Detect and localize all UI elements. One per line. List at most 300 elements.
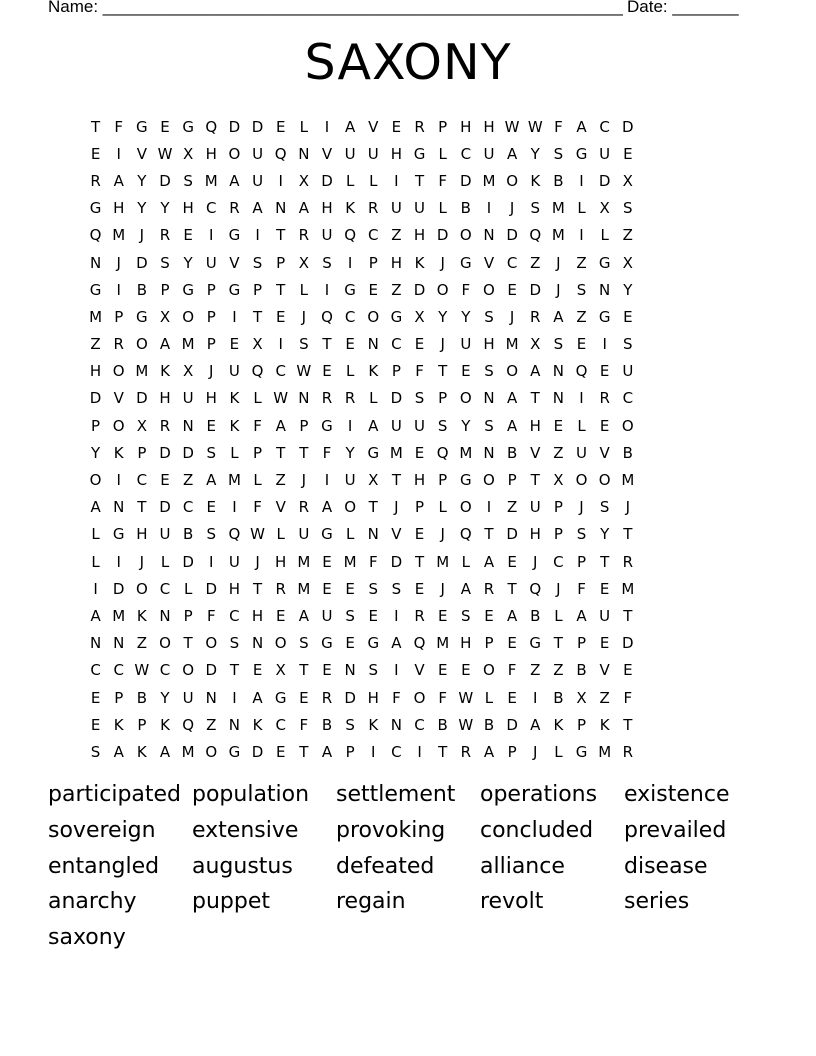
- word-list-item: concluded: [480, 817, 594, 843]
- grid-letter: I: [602, 335, 607, 354]
- grid-row: [84, 521, 732, 548]
- grid-letter: O: [112, 416, 125, 435]
- grid-letter: W: [527, 117, 543, 136]
- grid-letter: U: [159, 525, 171, 544]
- grid-letter: D: [413, 280, 426, 299]
- grid-letter: I: [116, 552, 121, 571]
- grid-letter: G: [460, 253, 472, 272]
- grid-letter: Z: [553, 661, 564, 680]
- word-list-item: sovereign: [48, 817, 156, 843]
- grid-row: [84, 466, 732, 493]
- grid-letter: Z: [506, 498, 518, 517]
- grid-letter: G: [182, 117, 194, 136]
- grid-letter: F: [114, 117, 124, 136]
- grid-letter: U: [321, 226, 333, 245]
- grid-letter: A: [298, 606, 309, 625]
- grid-letter: I: [324, 117, 330, 136]
- grid-letter: F: [554, 117, 563, 136]
- grid-letter: N: [483, 443, 495, 462]
- grid-letter: D: [251, 117, 264, 136]
- grid-letter: U: [182, 389, 194, 408]
- grid-letter: E: [484, 606, 494, 625]
- grid-letter: R: [113, 335, 124, 354]
- grid-letter: Y: [345, 443, 355, 462]
- grid-letter: T: [438, 742, 448, 761]
- grid-letter: L: [577, 199, 586, 218]
- grid-letter: A: [252, 199, 263, 218]
- grid-letter: D: [205, 661, 218, 680]
- grid-letter: P: [114, 688, 124, 707]
- grid-letter: B: [553, 688, 564, 707]
- grid-letter: C: [113, 661, 124, 680]
- grid-letter: R: [622, 742, 634, 761]
- grid-letter: E: [206, 416, 217, 435]
- grid-letter: R: [483, 579, 495, 598]
- grid-letter: Q: [413, 634, 426, 653]
- grid-letter: Y: [137, 171, 147, 190]
- grid-letter: J: [625, 498, 631, 517]
- grid-letter: X: [136, 416, 147, 435]
- word-list-item: settlement: [336, 782, 456, 807]
- grid-letter: U: [390, 199, 402, 218]
- grid-letter: T: [414, 171, 425, 190]
- grid-letter: E: [299, 688, 309, 707]
- grid-letter: E: [391, 117, 402, 136]
- grid-letter: O: [506, 362, 518, 381]
- grid-letter: G: [112, 525, 125, 544]
- grid-letter: Z: [90, 335, 101, 354]
- grid-letter: C: [460, 144, 472, 163]
- grid-letter: T: [90, 117, 101, 136]
- grid-letter: S: [530, 199, 540, 218]
- grid-letter: O: [459, 498, 472, 517]
- grid-letter: S: [322, 253, 332, 272]
- grid-row: [84, 358, 732, 385]
- grid-letter: M: [112, 606, 126, 625]
- grid-letter: T: [553, 634, 563, 653]
- grid-letter: B: [136, 280, 147, 299]
- grid-letter: A: [206, 471, 217, 490]
- grid-letter: S: [299, 634, 309, 653]
- grid-letter: X: [368, 471, 379, 490]
- grid-letter: G: [228, 742, 241, 761]
- grid-letter: E: [160, 471, 170, 490]
- grid-row: [84, 249, 732, 276]
- grid-letter: H: [136, 525, 148, 544]
- grid-letter: T: [252, 307, 263, 326]
- grid-letter: Q: [459, 525, 472, 544]
- grid-letter: V: [599, 661, 610, 680]
- grid-letter: U: [390, 416, 402, 435]
- grid-letter: G: [575, 742, 588, 761]
- grid-letter: A: [344, 117, 356, 136]
- grid-letter: M: [181, 742, 195, 761]
- grid-letter: A: [460, 579, 471, 598]
- grid-letter: I: [417, 742, 422, 761]
- grid-letter: U: [252, 171, 264, 190]
- grid-letter: R: [229, 199, 240, 218]
- word-list-item: saxony: [48, 925, 126, 951]
- grid-row: [84, 711, 732, 738]
- grid-letter: V: [414, 661, 425, 680]
- grid-letter: E: [275, 606, 286, 625]
- grid-letter: K: [160, 362, 170, 381]
- grid-letter: Q: [575, 362, 588, 381]
- grid-letter: F: [415, 362, 424, 381]
- grid-letter: R: [368, 199, 379, 218]
- grid-letter: Z: [576, 253, 587, 272]
- grid-letter: D: [436, 226, 449, 245]
- grid-letter: S: [160, 253, 170, 272]
- grid-letter: I: [324, 471, 330, 490]
- letter-grid: [84, 113, 732, 766]
- grid-letter: K: [414, 253, 425, 272]
- grid-letter: A: [298, 199, 309, 218]
- grid-letter: E: [275, 117, 286, 136]
- grid-letter: O: [621, 416, 634, 435]
- grid-letter: G: [228, 280, 241, 299]
- grid-row: [84, 494, 732, 521]
- grid-letter: J: [301, 307, 307, 326]
- grid-letter: S: [90, 742, 101, 761]
- grid-letter: R: [414, 606, 425, 625]
- grid-letter: I: [579, 389, 584, 408]
- grid-letter: O: [135, 335, 148, 354]
- grid-letter: C: [136, 471, 148, 490]
- grid-letter: X: [576, 688, 587, 707]
- grid-letter: O: [459, 226, 472, 245]
- grid-letter: J: [440, 253, 445, 272]
- grid-letter: U: [414, 199, 426, 218]
- grid-letter: E: [345, 579, 355, 598]
- grid-letter: D: [344, 688, 356, 707]
- grid-letter: T: [322, 335, 332, 354]
- grid-letter: E: [90, 715, 101, 734]
- grid-letter: E: [599, 634, 610, 653]
- grid-letter: T: [507, 579, 517, 598]
- grid-letter: T: [368, 498, 378, 517]
- grid-letter: P: [114, 307, 124, 326]
- grid-letter: F: [253, 498, 262, 517]
- grid-letter: E: [90, 144, 101, 163]
- word-list-item: defeated: [336, 853, 435, 879]
- grid-letter: M: [297, 579, 311, 598]
- grid-letter: H: [321, 199, 333, 218]
- grid-letter: W: [458, 688, 474, 707]
- grid-letter: P: [206, 280, 216, 299]
- grid-letter: J: [533, 552, 538, 571]
- grid-letter: E: [345, 634, 355, 653]
- grid-letter: D: [529, 280, 542, 299]
- grid-letter: L: [253, 389, 262, 408]
- grid-letter: J: [301, 471, 307, 490]
- grid-letter: X: [275, 661, 286, 680]
- grid-letter: F: [253, 416, 262, 435]
- grid-letter: M: [343, 552, 357, 571]
- grid-letter: C: [229, 606, 240, 625]
- grid-letter: I: [278, 171, 283, 190]
- grid-letter: Z: [206, 715, 217, 734]
- grid-letter: I: [93, 579, 98, 598]
- grid-letter: M: [227, 471, 241, 490]
- grid-letter: U: [344, 144, 356, 163]
- grid-letter: P: [577, 552, 587, 571]
- grid-letter: L: [345, 525, 355, 544]
- grid-letter: R: [159, 416, 171, 435]
- grid-letter: T: [530, 389, 540, 408]
- grid-letter: I: [347, 253, 353, 272]
- date-field-label: Date: _______: [627, 0, 739, 16]
- grid-letter: A: [506, 144, 518, 163]
- grid-row: [84, 738, 732, 765]
- grid-letter: D: [228, 117, 241, 136]
- grid-letter: L: [345, 362, 355, 381]
- grid-letter: O: [413, 688, 426, 707]
- grid-letter: V: [136, 144, 147, 163]
- grid-letter: J: [509, 307, 515, 326]
- grid-letter: S: [391, 579, 402, 598]
- grid-letter: G: [598, 253, 611, 272]
- grid-letter: G: [182, 280, 194, 299]
- grid-letter: G: [460, 471, 472, 490]
- grid-letter: L: [461, 552, 470, 571]
- grid-letter: M: [459, 443, 473, 462]
- grid-letter: T: [623, 606, 633, 625]
- grid-letter: X: [622, 171, 633, 190]
- grid-letter: J: [556, 579, 561, 598]
- grid-letter: Y: [530, 144, 540, 163]
- grid-letter: Z: [576, 307, 587, 326]
- grid-letter: C: [275, 715, 286, 734]
- word-list-item: revolt: [480, 889, 544, 915]
- grid-letter: A: [506, 606, 518, 625]
- grid-letter: X: [599, 199, 610, 218]
- grid-letter: P: [438, 471, 448, 490]
- grid-letter: O: [598, 471, 611, 490]
- grid-letter: D: [506, 525, 518, 544]
- grid-letter: P: [137, 443, 147, 462]
- grid-letter: J: [556, 280, 561, 299]
- grid-letter: T: [276, 280, 286, 299]
- grid-letter: T: [623, 715, 633, 734]
- grid-letter: K: [345, 199, 356, 218]
- grid-letter: C: [506, 253, 518, 272]
- grid-letter: S: [299, 335, 309, 354]
- grid-letter: O: [344, 498, 357, 517]
- grid-letter: O: [205, 742, 218, 761]
- grid-letter: I: [371, 742, 376, 761]
- grid-row: [84, 602, 732, 629]
- grid-letter: S: [484, 307, 494, 326]
- grid-letter: X: [182, 144, 194, 163]
- grid-letter: Q: [251, 362, 264, 381]
- grid-letter: U: [414, 416, 426, 435]
- grid-letter: L: [183, 579, 193, 598]
- grid-letter: K: [160, 715, 170, 734]
- grid-letter: U: [622, 362, 634, 381]
- grid-letter: I: [394, 661, 399, 680]
- grid-letter: Q: [436, 443, 449, 462]
- grid-letter: F: [299, 715, 309, 734]
- grid-letter: U: [344, 471, 356, 490]
- grid-letter: M: [297, 552, 311, 571]
- grid-letter: C: [206, 199, 217, 218]
- grid-letter: F: [438, 688, 447, 707]
- grid-letter: O: [436, 280, 449, 299]
- grid-letter: V: [483, 253, 495, 272]
- grid-letter: S: [576, 280, 587, 299]
- word-list-item: series: [624, 889, 690, 915]
- grid-letter: W: [134, 661, 150, 680]
- grid-letter: D: [159, 443, 171, 462]
- grid-letter: U: [483, 144, 495, 163]
- grid-letter: Q: [205, 117, 218, 136]
- grid-letter: L: [230, 443, 239, 462]
- grid-letter: I: [116, 280, 121, 299]
- grid-letter: H: [460, 634, 472, 653]
- grid-letter: E: [275, 742, 286, 761]
- grid-letter: R: [321, 389, 333, 408]
- grid-letter: Y: [600, 525, 610, 544]
- grid-letter: S: [484, 416, 494, 435]
- grid-letter: I: [533, 688, 538, 707]
- grid-letter: S: [229, 634, 240, 653]
- grid-letter: J: [556, 253, 561, 272]
- grid-letter: X: [182, 362, 194, 381]
- grid-letter: B: [182, 525, 194, 544]
- grid-letter: L: [438, 498, 447, 517]
- grid-letter: F: [577, 579, 586, 598]
- grid-letter: T: [276, 443, 286, 462]
- grid-letter: D: [159, 498, 171, 517]
- grid-letter: H: [205, 144, 217, 163]
- grid-letter: L: [91, 525, 100, 544]
- grid-letter: S: [345, 606, 355, 625]
- grid-letter: D: [89, 389, 102, 408]
- grid-letter: E: [507, 634, 517, 653]
- grid-letter: O: [159, 634, 171, 653]
- grid-letter: V: [530, 443, 541, 462]
- grid-letter: E: [599, 416, 610, 435]
- grid-letter: H: [390, 253, 403, 272]
- grid-letter: S: [484, 362, 494, 381]
- grid-letter: B: [460, 199, 471, 218]
- grid-letter: X: [298, 171, 309, 190]
- grid-letter: M: [505, 335, 519, 354]
- grid-letter: E: [576, 335, 587, 354]
- grid-letter: A: [321, 742, 333, 761]
- grid-letter: O: [483, 471, 495, 490]
- grid-letter: P: [577, 634, 587, 653]
- grid-letter: M: [112, 226, 126, 245]
- grid-letter: L: [369, 389, 378, 408]
- grid-letter: X: [252, 335, 263, 354]
- grid-letter: D: [251, 742, 264, 761]
- grid-letter: E: [599, 362, 610, 381]
- grid-letter: F: [438, 171, 447, 190]
- grid-letter: N: [483, 226, 495, 245]
- grid-letter: C: [90, 661, 101, 680]
- grid-letter: P: [553, 525, 563, 544]
- grid-letter: T: [299, 742, 309, 761]
- grid-letter: C: [599, 117, 610, 136]
- word-list-item: existence: [624, 782, 730, 807]
- grid-letter: C: [622, 389, 634, 408]
- grid-letter: L: [91, 552, 100, 571]
- grid-letter: Z: [553, 443, 564, 462]
- grid-letter: S: [461, 606, 471, 625]
- grid-letter: I: [486, 199, 492, 218]
- grid-letter: C: [368, 226, 379, 245]
- grid-letter: D: [112, 579, 125, 598]
- grid-letter: K: [553, 715, 564, 734]
- grid-letter: T: [229, 661, 239, 680]
- grid-letter: Q: [529, 226, 542, 245]
- grid-letter: F: [368, 552, 378, 571]
- grid-letter: I: [209, 226, 214, 245]
- grid-letter: B: [553, 171, 564, 190]
- grid-letter: S: [206, 443, 217, 462]
- grid-row: [84, 630, 732, 657]
- grid-letter: K: [599, 715, 610, 734]
- grid-letter: U: [205, 253, 217, 272]
- grid-letter: D: [205, 579, 218, 598]
- grid-letter: J: [440, 579, 445, 598]
- grid-letter: M: [551, 199, 565, 218]
- grid-letter: I: [232, 688, 237, 707]
- grid-letter: F: [461, 280, 471, 299]
- grid-letter: J: [440, 335, 445, 354]
- grid-letter: E: [461, 661, 471, 680]
- grid-letter: S: [553, 144, 564, 163]
- grid-letter: G: [274, 688, 287, 707]
- grid-letter: E: [368, 606, 378, 625]
- grid-letter: R: [298, 498, 310, 517]
- grid-letter: E: [507, 688, 517, 707]
- grid-letter: D: [622, 634, 634, 653]
- grid-letter: Z: [275, 471, 286, 490]
- grid-letter: Y: [183, 253, 193, 272]
- grid-row: [84, 222, 732, 249]
- grid-letter: N: [113, 634, 125, 653]
- grid-letter: S: [345, 715, 355, 734]
- grid-letter: T: [183, 634, 193, 653]
- grid-row: [84, 276, 732, 303]
- grid-letter: W: [296, 362, 312, 381]
- puzzle-title: SAXONY: [304, 34, 512, 91]
- grid-letter: E: [183, 226, 193, 245]
- grid-letter: O: [575, 471, 588, 490]
- grid-letter: T: [623, 525, 633, 544]
- grid-letter: G: [228, 226, 241, 245]
- grid-letter: M: [436, 552, 450, 571]
- grid-letter: B: [136, 688, 147, 707]
- grid-letter: G: [529, 634, 542, 653]
- grid-letter: G: [575, 144, 588, 163]
- grid-letter: N: [599, 280, 611, 299]
- grid-letter: H: [529, 416, 541, 435]
- grid-letter: K: [368, 715, 379, 734]
- grid-letter: G: [136, 117, 148, 136]
- grid-letter: N: [89, 634, 102, 653]
- grid-letter: L: [577, 416, 586, 435]
- grid-letter: H: [205, 389, 217, 408]
- grid-letter: Z: [622, 226, 633, 245]
- word-list-item: puppet: [192, 889, 270, 915]
- grid-letter: G: [413, 144, 426, 163]
- grid-letter: Y: [90, 443, 101, 462]
- grid-letter: U: [576, 443, 588, 462]
